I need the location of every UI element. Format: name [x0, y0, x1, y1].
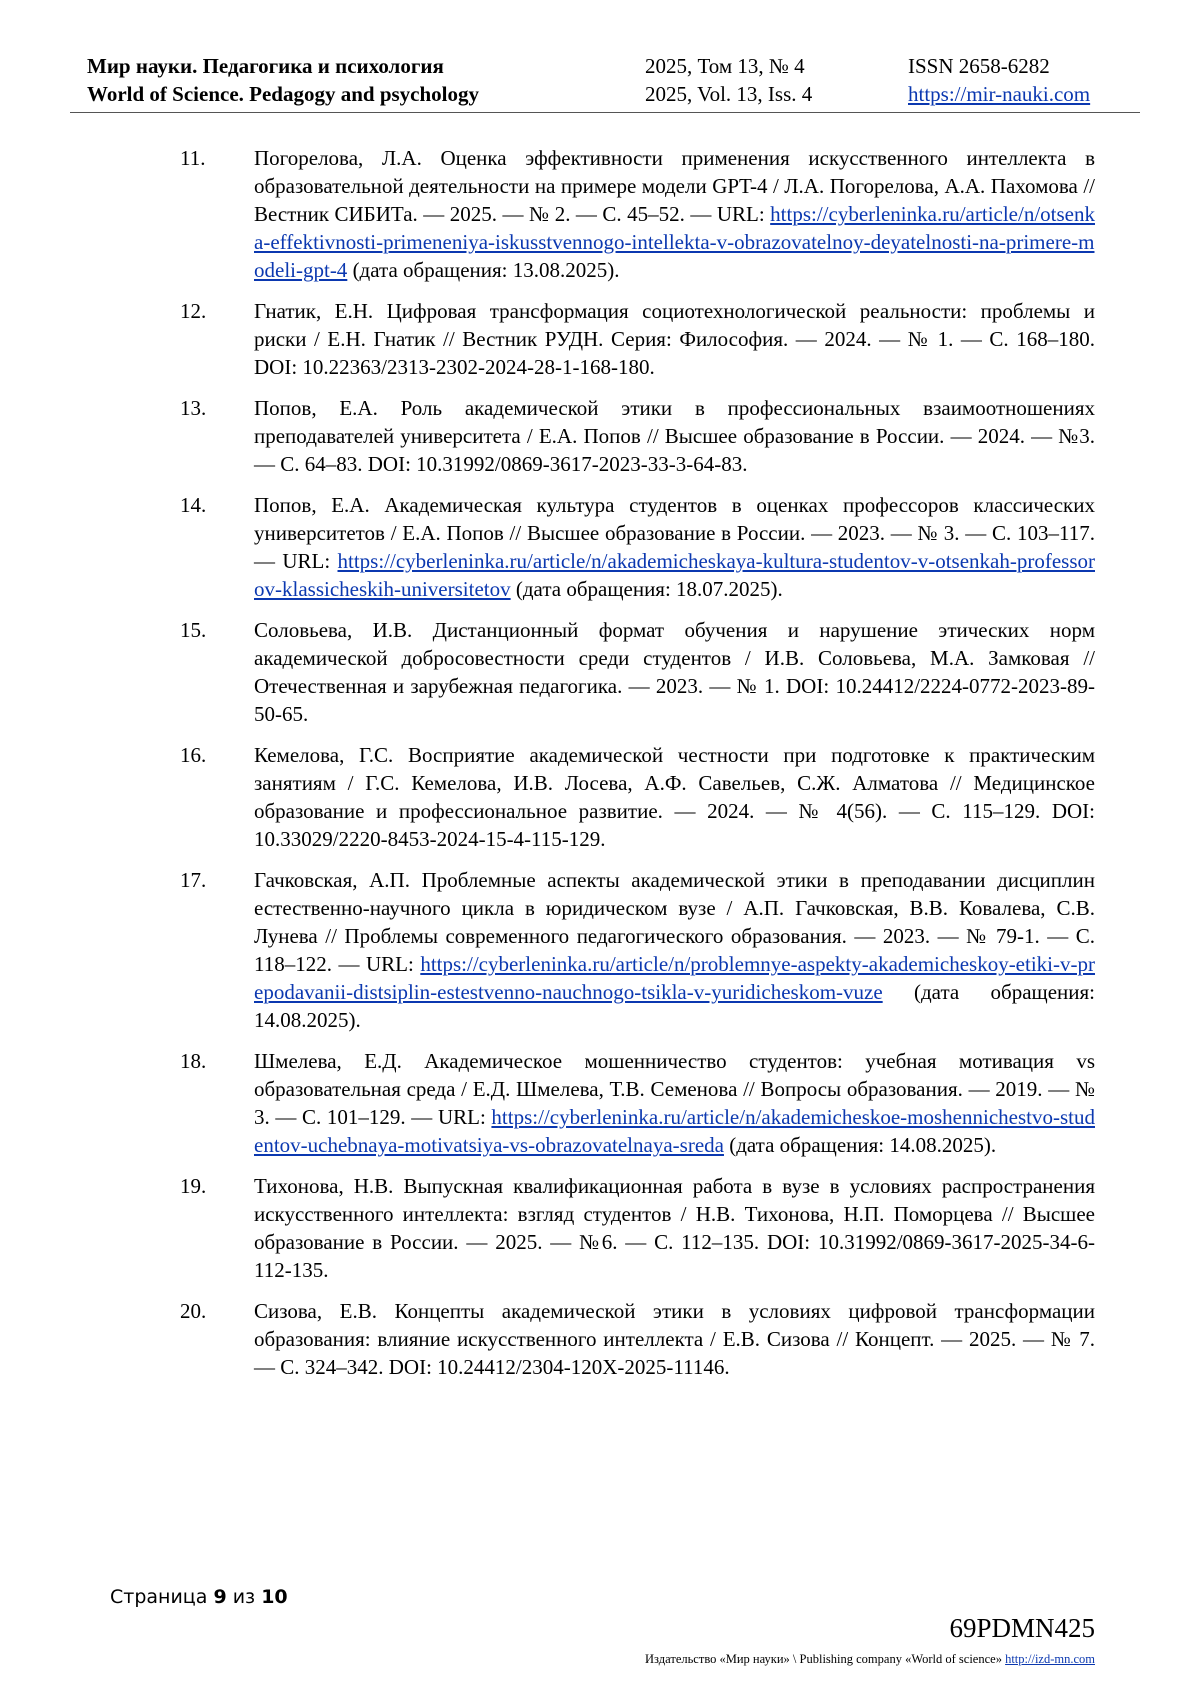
reference-text: Шмелева, Е.Д. Академическое мошенничество студентов: учебная мотивация vs образовательная среда / Е.Д. Шмелева, Т.В. Семенова // Вопросы образования. — 2019. — № 3. — С. 101–129. — URL:	[254, 1049, 1095, 1129]
reference-list	[180, 144, 1095, 1394]
header-divider	[70, 112, 1140, 113]
reference-item	[180, 1172, 1095, 1284]
reference-item	[180, 394, 1095, 478]
publisher-text: Издательство «Мир науки» \ Publishing company «World of science»	[645, 1652, 1006, 1666]
reference-number: 20.	[180, 1299, 207, 1323]
journal-title	[87, 52, 479, 108]
reference-access-date: (дата обращения: 14.08.2025).	[254, 980, 1095, 1032]
issn: ISSN 2658-6282	[908, 54, 1050, 78]
reference-text: Попов, Е.А. Академическая культура студентов в оценках профессоров классических университетов / Е.А. Попов // Высшее образование в России. — 2023. — № 3. — С. 103–117. — URL:	[254, 493, 1095, 573]
issue-info-ru: 2025, Том 13, № 4	[645, 54, 805, 78]
reference-number: 12.	[180, 299, 207, 323]
reference-number: 13.	[180, 396, 207, 420]
reference-number: 14.	[180, 493, 207, 517]
reference-text: Соловьева, И.В. Дистанционный формат обучения и нарушение этических норм академической добросовестности среди студентов / И.В. Соловьева, М.А. Замковая // Отечественная и зарубежная педагогика. — 2023. — № 1. DOI: 10.24412/2224-0772-2023-89-50-65.	[254, 618, 1095, 726]
reference-number: 19.	[180, 1174, 207, 1198]
reference-text: Кемелова, Г.С. Восприятие академической честности при подготовке к практическим занятиям / Г.С. Кемелова, И.В. Лосева, А.Ф. Савельев, С.Ж. Алматова // Медицинское образование и профессиональное развитие. — 2024. — № 4(56). — С. 115–129. DOI: 10.33029/2220-8453-2024-15-4-115-129.	[254, 743, 1095, 851]
reference-number: 11.	[180, 146, 206, 170]
reference-url-link[interactable]: https://cyberleninka.ru/article/n/otsenka-effektivnosti-primeneniya-iskusstvennogo-intellekta-v-obrazovatelnoy-deyatelnosti-na-primere-modeli-gpt-4	[254, 202, 1095, 282]
page-total: 10	[261, 1586, 288, 1608]
page-current: 9	[213, 1586, 227, 1608]
journal-site-link[interactable]: https://mir-nauki.com	[908, 82, 1091, 106]
reference-text: Погорелова, Л.А. Оценка эффективности применения искусственного интеллекта в образовательной деятельности на примере модели GPT-4 / Л.А. Погорелова, А.А. Пахомова // Вестник СИБИТа. — 2025. — № 2. — С. 45–52. — URL:	[254, 146, 1095, 226]
reference-text: Гнатик, Е.Н. Цифровая трансформация социотехнологической реальности: проблемы и риски / Е.Н. Гнатик // Вестник РУДН. Серия: Философия. — 2024. — № 1. — С. 168–180. DOI: 10.22363/2313-2302-2024-28-1-168-180.	[254, 299, 1095, 379]
page-counter: Страница 9 из 10	[110, 1586, 288, 1608]
reference-access-date: (дата обращения: 13.08.2025).	[347, 258, 620, 282]
reference-text: Сизова, Е.В. Концепты академической этики в условиях цифровой трансформации образования: влияние искусственного интеллекта / Е.В. Сизова // Концепт. — 2025. — № 7. — С. 324–342. DOI: 10.24412/2304-120X-2025-11146.	[254, 1299, 1095, 1379]
reference-item	[180, 491, 1095, 603]
journal-title-en: World of Science. Pedagogy and psychology	[87, 82, 480, 106]
reference-number: 15.	[180, 618, 207, 642]
reference-item	[180, 741, 1095, 853]
reference-item	[180, 297, 1095, 381]
issue-info-en: 2025, Vol. 13, Iss. 4	[645, 82, 813, 106]
reference-item	[180, 866, 1095, 1034]
reference-text: Гачковская, А.П. Проблемные аспекты академической этики в преподавании дисциплин естественно-научного цикла в юридическом вузе / А.П. Гачковская, В.В. Ковалева, С.В. Лунева // Проблемы современного педагогического образования. — 2023. — № 79-1. — С. 118–122. — URL:	[254, 868, 1095, 976]
reference-number: 18.	[180, 1049, 207, 1073]
reference-text: Попов, Е.А. Роль академической этики в профессиональных взаимоотношениях преподавателей университета / Е.А. Попов // Высшее образование в России. — 2024. — №3. — С. 64–83. DOI: 10.31992/0869-3617-2023-33-3-64-83.	[254, 396, 1095, 476]
reference-item	[180, 1047, 1095, 1159]
reference-item	[180, 616, 1095, 728]
reference-item	[180, 1297, 1095, 1381]
article-code: 69PDMN425	[949, 1613, 1095, 1643]
reference-number: 16.	[180, 743, 207, 767]
reference-url-link[interactable]: https://cyberleninka.ru/article/n/akademicheskaya-kultura-studentov-v-otsenkah-professorov-klassicheskih-universitetov	[254, 549, 1095, 601]
reference-item	[180, 144, 1095, 284]
reference-url-link[interactable]: https://cyberleninka.ru/article/n/problemnye-aspekty-akademicheskoy-etiki-v-prepodavanii-distsiplin-estestvenno-nauchnogo-tsikla-v-yuridicheskom-vuze	[254, 952, 1095, 1004]
reference-number: 17.	[180, 868, 207, 892]
publisher-line	[645, 1652, 1095, 1667]
reference-text: Тихонова, Н.В. Выпускная квалификационная работа в вузе в условиях распространения искусственного интеллекта: взгляд студентов / Н.В. Тихонова, Н.П. Поморцева // Высшее образование в России. — 2025. — №6. — С. 112–135. DOI: 10.31992/0869-3617-2025-34-6-112-135.	[254, 1174, 1095, 1282]
issue-info	[645, 52, 812, 108]
reference-access-date: (дата обращения: 14.08.2025).	[723, 1133, 997, 1157]
issn-block	[908, 52, 1090, 108]
journal-title-ru: Мир науки. Педагогика и психология	[87, 54, 444, 78]
reference-url-link[interactable]: https://cyberleninka.ru/article/n/akademicheskoe-moshennichestvo-studentov-uchebnaya-motivatsiya-vs-obrazovatelnaya-sreda	[254, 1105, 1095, 1157]
publisher-link[interactable]: http://izd-mn.com	[1005, 1652, 1095, 1666]
reference-access-date: (дата обращения: 18.07.2025).	[510, 577, 783, 601]
